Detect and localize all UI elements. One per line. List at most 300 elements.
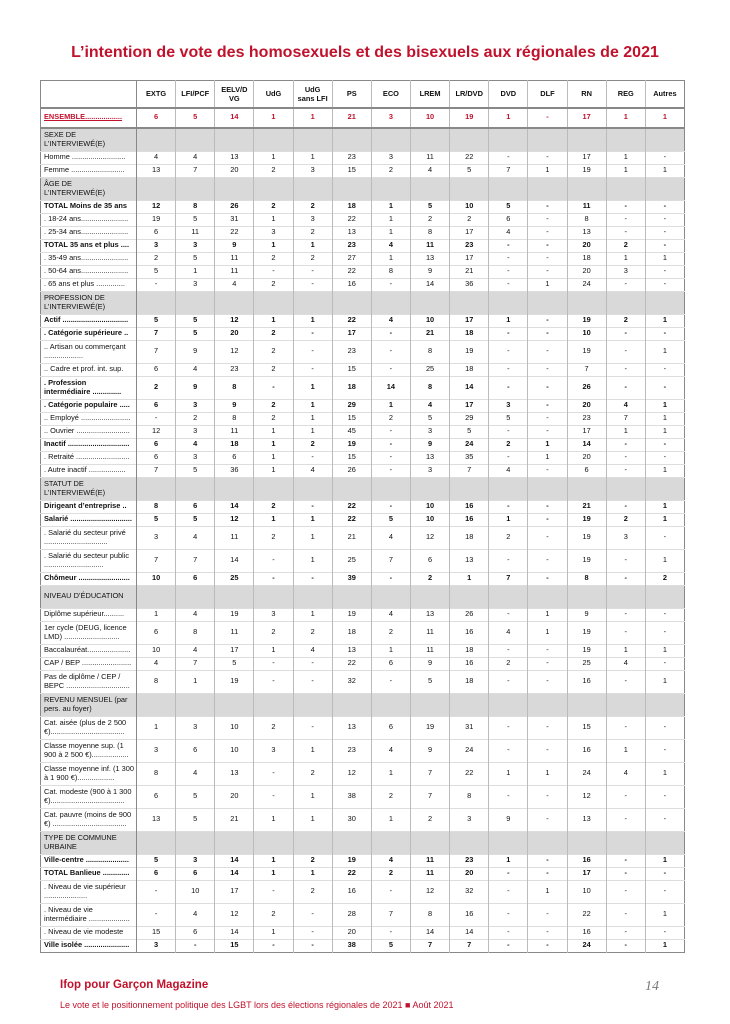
value-cell: 31 xyxy=(450,716,489,739)
value-cell xyxy=(645,477,684,500)
value-cell: 1 xyxy=(489,513,528,526)
value-cell: 19 xyxy=(567,513,606,526)
value-cell: 11 xyxy=(215,265,254,278)
value-cell: 14 xyxy=(215,926,254,939)
row-label: 1er cycle (DEUG, licence LMD) ........................... xyxy=(41,621,137,644)
value-cell: 20 xyxy=(215,785,254,808)
value-cell: 5 xyxy=(450,425,489,438)
value-cell: 19 xyxy=(332,854,371,867)
value-cell: 8 xyxy=(137,670,176,693)
value-cell xyxy=(489,831,528,854)
table-row xyxy=(41,808,685,831)
value-cell: 1 xyxy=(254,213,293,226)
value-cell: 19 xyxy=(567,644,606,657)
value-cell: - xyxy=(606,226,645,239)
value-cell: - xyxy=(489,278,528,291)
value-cell: 1 xyxy=(662,676,667,686)
value-cell: 1 xyxy=(450,572,489,585)
value-cell: 23 xyxy=(332,151,371,164)
value-cell: 1 xyxy=(489,854,528,867)
value-cell xyxy=(332,177,371,200)
value-cell: 2 xyxy=(293,252,332,265)
value-cell xyxy=(215,831,254,854)
vote-intention-table xyxy=(40,80,685,953)
value-cell: 1 xyxy=(662,514,667,524)
value-cell xyxy=(528,477,567,500)
column-header: Autres xyxy=(653,89,677,99)
value-cell: 25 xyxy=(567,657,606,670)
row-label: . Niveau de vie modeste xyxy=(41,926,137,939)
value-cell: - xyxy=(606,278,645,291)
value-cell: - xyxy=(528,854,567,867)
value-cell: - xyxy=(606,572,645,585)
value-cell: 12 xyxy=(332,762,371,785)
value-cell: 11 xyxy=(410,151,449,164)
value-cell xyxy=(215,477,254,500)
value-cell: 8 xyxy=(410,903,449,926)
value-cell: - xyxy=(528,739,567,762)
value-cell: 10 xyxy=(137,644,176,657)
value-cell: - xyxy=(606,438,645,451)
value-cell: 12 xyxy=(410,880,449,903)
value-cell: - xyxy=(528,867,567,880)
table-row xyxy=(41,412,685,425)
value-cell: 23 xyxy=(332,739,371,762)
value-cell xyxy=(645,291,684,314)
value-cell xyxy=(645,128,684,152)
value-cell: - xyxy=(606,451,645,464)
value-cell: 7 xyxy=(137,549,176,572)
value-cell xyxy=(332,477,371,500)
value-cell: 1 xyxy=(254,425,293,438)
value-cell: 13 xyxy=(567,808,606,831)
value-cell: 1 xyxy=(371,644,410,657)
value-cell: 12 xyxy=(137,425,176,438)
value-cell: - xyxy=(528,425,567,438)
value-cell: - xyxy=(606,500,645,513)
value-cell: 1 xyxy=(606,108,645,128)
value-cell: 23 xyxy=(450,854,489,867)
value-cell xyxy=(567,128,606,152)
value-cell: - xyxy=(254,572,293,585)
footer-subtitle: Le vote et le positionnement politique des LGBT lors des élections régionales de 2021 ■ Août 2021 xyxy=(60,1000,454,1010)
value-cell xyxy=(332,693,371,716)
value-cell: 10 xyxy=(410,314,449,327)
value-cell: - xyxy=(528,376,567,399)
value-cell: 1 xyxy=(137,716,176,739)
value-cell: 10 xyxy=(450,200,489,213)
page-title: L’intention de vote des homosexuels et des bisexuels aux régionales de 2021 xyxy=(71,44,659,61)
value-cell xyxy=(371,477,410,500)
value-cell: 5 xyxy=(410,670,449,693)
value-cell: - xyxy=(606,549,645,572)
row-label: . Niveau de vie intermédiaire .................... xyxy=(41,903,137,926)
value-cell: 5 xyxy=(371,939,410,952)
value-cell: 11 xyxy=(410,621,449,644)
table-row xyxy=(41,762,685,785)
row-label: .. Artisan ou commerçant ................... xyxy=(41,340,137,363)
table-row xyxy=(41,425,685,438)
value-cell: 19 xyxy=(567,526,606,549)
value-cell: 4 xyxy=(606,399,645,412)
value-cell: 1 xyxy=(293,513,332,526)
table-row xyxy=(41,327,685,340)
value-cell xyxy=(567,291,606,314)
value-cell: - xyxy=(663,279,667,289)
value-cell: - xyxy=(293,939,332,952)
value-cell: - xyxy=(489,716,528,739)
value-cell: 7 xyxy=(410,939,449,952)
value-cell: 15 xyxy=(332,451,371,464)
value-cell: 1 xyxy=(293,376,332,399)
value-cell: 2 xyxy=(254,164,293,177)
value-cell: 14 xyxy=(215,500,254,513)
value-cell: - xyxy=(606,785,645,808)
row-label: PROFESSION DE L’INTERVIEWÉ(E) xyxy=(41,291,137,314)
value-cell xyxy=(137,477,176,500)
value-cell: - xyxy=(489,500,528,513)
value-cell xyxy=(137,177,176,200)
row-label: Pas de diplôme / CEP / BEPC ............................... xyxy=(41,670,137,693)
value-cell: 4 xyxy=(371,608,410,621)
value-cell xyxy=(254,177,293,200)
value-cell: 1 xyxy=(528,451,567,464)
value-cell xyxy=(410,831,449,854)
table-row xyxy=(41,657,685,670)
value-cell: 9 xyxy=(215,239,254,252)
value-cell xyxy=(371,831,410,854)
value-cell: 1 xyxy=(662,855,667,865)
value-cell: 2 xyxy=(254,716,293,739)
value-cell: 5 xyxy=(137,513,176,526)
table-row xyxy=(41,572,685,585)
value-cell: - xyxy=(606,200,645,213)
value-cell: 17 xyxy=(567,867,606,880)
row-label: ÂGE DE L’INTERVIEWÉ(E) xyxy=(41,177,137,200)
value-cell: 20 xyxy=(567,399,606,412)
value-cell: - xyxy=(528,363,567,376)
value-cell: 14 xyxy=(567,438,606,451)
total-row xyxy=(41,108,685,128)
value-cell: 2 xyxy=(489,657,528,670)
row-label: .. Employé ........................ xyxy=(41,412,137,425)
value-cell: - xyxy=(528,399,567,412)
column-header: PS xyxy=(332,81,371,108)
value-cell xyxy=(645,831,684,854)
value-cell xyxy=(254,291,293,314)
value-cell: 16 xyxy=(567,670,606,693)
table-row xyxy=(41,549,685,572)
value-cell: 16 xyxy=(450,500,489,513)
value-cell: 5 xyxy=(176,513,215,526)
value-cell: 1 xyxy=(254,438,293,451)
value-cell: 24 xyxy=(567,939,606,952)
table-row xyxy=(41,500,685,513)
value-cell: 1 xyxy=(293,239,332,252)
value-cell: - xyxy=(489,670,528,693)
value-cell: - xyxy=(606,327,645,340)
value-cell: - xyxy=(528,500,567,513)
value-cell: 1 xyxy=(528,762,567,785)
value-cell: 22 xyxy=(332,513,371,526)
row-label: REVENU MENSUEL (par pers. au foyer) xyxy=(41,693,137,716)
table-row xyxy=(41,399,685,412)
value-cell: 22 xyxy=(450,151,489,164)
table-row xyxy=(41,363,685,376)
value-cell: 32 xyxy=(332,670,371,693)
value-cell xyxy=(567,585,606,608)
value-cell: 2 xyxy=(254,903,293,926)
value-cell: 20 xyxy=(215,164,254,177)
value-cell: 1 xyxy=(293,425,332,438)
value-cell xyxy=(450,585,489,608)
value-cell xyxy=(606,585,645,608)
row-label: Chômeur ......................... xyxy=(41,572,137,585)
value-cell xyxy=(371,177,410,200)
value-cell: - xyxy=(137,880,176,903)
value-cell: - xyxy=(489,608,528,621)
value-cell: - xyxy=(254,265,293,278)
value-cell: - xyxy=(489,327,528,340)
value-cell: 11 xyxy=(410,644,449,657)
value-cell: 23 xyxy=(332,239,371,252)
value-cell: 9 xyxy=(489,808,528,831)
value-cell: 38 xyxy=(332,939,371,952)
value-cell: - xyxy=(663,266,667,276)
value-cell: 2 xyxy=(254,252,293,265)
table-row xyxy=(41,621,685,644)
value-cell: - xyxy=(254,785,293,808)
value-cell: - xyxy=(663,452,667,462)
value-cell: - xyxy=(489,867,528,880)
value-cell: 4 xyxy=(176,363,215,376)
value-cell xyxy=(450,477,489,500)
value-cell: 18 xyxy=(450,644,489,657)
row-label: . 18-24 ans....................... xyxy=(41,213,137,226)
value-cell xyxy=(254,693,293,716)
value-cell: 1 xyxy=(528,438,567,451)
value-cell: 1 xyxy=(293,108,332,128)
row-label: ENSEMBLE.................. xyxy=(41,108,137,128)
value-cell: 2 xyxy=(293,438,332,451)
value-cell: 2 xyxy=(137,376,176,399)
value-cell xyxy=(137,831,176,854)
value-cell: 12 xyxy=(215,903,254,926)
value-cell: 1 xyxy=(528,608,567,621)
value-cell: - xyxy=(606,808,645,831)
value-cell: 3 xyxy=(137,526,176,549)
value-cell: 24 xyxy=(450,438,489,451)
value-cell: 1 xyxy=(293,739,332,762)
value-cell: 5 xyxy=(215,657,254,670)
value-cell: 3 xyxy=(410,425,449,438)
table-row xyxy=(41,608,685,621)
value-cell: 1 xyxy=(662,555,667,565)
value-cell: 2 xyxy=(254,363,293,376)
value-cell: - xyxy=(489,739,528,762)
value-cell: 5 xyxy=(176,108,215,128)
value-cell: 1 xyxy=(662,645,667,655)
row-label: Salarié .............................. xyxy=(41,513,137,526)
column-header: DVD xyxy=(489,81,528,108)
table-row xyxy=(41,670,685,693)
value-cell: 22 xyxy=(332,867,371,880)
value-cell: 2 xyxy=(254,399,293,412)
value-cell: 4 xyxy=(371,526,410,549)
value-cell: 2 xyxy=(293,200,332,213)
value-cell: - xyxy=(663,927,667,937)
value-cell: - xyxy=(528,513,567,526)
table-row xyxy=(41,151,685,164)
value-cell: 13 xyxy=(410,451,449,464)
value-cell: 8 xyxy=(215,376,254,399)
value-cell: - xyxy=(293,500,332,513)
section-row xyxy=(41,831,685,854)
value-cell: - xyxy=(606,939,645,952)
value-cell: - xyxy=(663,722,667,732)
value-cell: 4 xyxy=(293,644,332,657)
value-cell: 22 xyxy=(332,657,371,670)
value-cell: 6 xyxy=(176,500,215,513)
value-cell: 3 xyxy=(176,716,215,739)
value-cell: - xyxy=(371,500,410,513)
value-cell: 1 xyxy=(606,644,645,657)
value-cell: 21 xyxy=(567,500,606,513)
value-cell: 3 xyxy=(450,808,489,831)
value-cell: 9 xyxy=(410,657,449,670)
value-cell: - xyxy=(528,808,567,831)
value-cell: 6 xyxy=(371,657,410,670)
value-cell xyxy=(606,477,645,500)
value-cell: - xyxy=(606,621,645,644)
value-cell: 7 xyxy=(176,549,215,572)
value-cell: 1 xyxy=(662,909,667,919)
value-cell: 10 xyxy=(567,880,606,903)
value-cell: 13 xyxy=(410,252,449,265)
value-cell: 22 xyxy=(332,265,371,278)
value-cell: - xyxy=(663,227,667,237)
row-label: CAP / BEP ........................ xyxy=(41,657,137,670)
value-cell: - xyxy=(293,327,332,340)
value-cell: 4 xyxy=(489,464,528,477)
value-cell: 16 xyxy=(332,880,371,903)
value-cell: 10 xyxy=(567,327,606,340)
value-cell: - xyxy=(606,363,645,376)
value-cell: 16 xyxy=(567,926,606,939)
value-cell: 6 xyxy=(489,213,528,226)
value-cell: - xyxy=(489,340,528,363)
row-label: Classe moyenne inf. (1 300 à 1 900 €).................. xyxy=(41,762,137,785)
value-cell: 5 xyxy=(176,314,215,327)
value-cell: 12 xyxy=(215,513,254,526)
value-cell: 1 xyxy=(371,399,410,412)
value-cell: - xyxy=(606,867,645,880)
value-cell: 1 xyxy=(606,252,645,265)
value-cell: 1 xyxy=(293,314,332,327)
value-cell: 1 xyxy=(371,200,410,213)
value-cell xyxy=(293,585,332,608)
value-cell: 26 xyxy=(215,200,254,213)
value-cell: 4 xyxy=(371,239,410,252)
value-cell: 10 xyxy=(176,880,215,903)
footer-brand: Ifop pour Garçon Magazine xyxy=(60,979,209,991)
value-cell: 22 xyxy=(332,314,371,327)
value-cell: 1 xyxy=(254,867,293,880)
table-row xyxy=(41,939,685,952)
value-cell: - xyxy=(489,265,528,278)
value-cell xyxy=(606,291,645,314)
value-cell: 8 xyxy=(176,200,215,213)
value-cell xyxy=(176,177,215,200)
value-cell: - xyxy=(293,657,332,670)
value-cell: 1 xyxy=(254,451,293,464)
value-cell: 1 xyxy=(371,213,410,226)
value-cell: 11 xyxy=(410,854,449,867)
value-cell: 21 xyxy=(332,108,371,128)
value-cell xyxy=(410,128,449,152)
value-cell: 2 xyxy=(293,621,332,644)
value-cell: - xyxy=(254,549,293,572)
value-cell: 3 xyxy=(176,239,215,252)
value-cell: 1 xyxy=(606,425,645,438)
row-label: Inactif .............................. xyxy=(41,438,137,451)
value-cell: 3 xyxy=(293,213,332,226)
value-cell: 17 xyxy=(215,880,254,903)
value-cell: - xyxy=(663,364,667,374)
value-cell: - xyxy=(528,716,567,739)
value-cell: 38 xyxy=(332,785,371,808)
value-cell: 17 xyxy=(567,108,606,128)
value-cell: 18 xyxy=(450,327,489,340)
value-cell: 7 xyxy=(489,572,528,585)
value-cell: 19 xyxy=(215,608,254,621)
value-cell: - xyxy=(176,939,215,952)
value-cell: 8 xyxy=(176,621,215,644)
value-cell: 4 xyxy=(176,903,215,926)
value-cell: - xyxy=(293,670,332,693)
value-cell xyxy=(567,831,606,854)
value-cell: 26 xyxy=(332,464,371,477)
value-cell: 1 xyxy=(254,464,293,477)
value-cell: 29 xyxy=(332,399,371,412)
value-cell: - xyxy=(489,785,528,808)
value-cell: 3 xyxy=(410,464,449,477)
value-cell: 19 xyxy=(332,608,371,621)
value-cell: 3 xyxy=(371,151,410,164)
value-cell: 1 xyxy=(293,526,332,549)
value-cell: - xyxy=(371,363,410,376)
value-cell: 19 xyxy=(567,314,606,327)
value-cell: - xyxy=(528,265,567,278)
value-cell xyxy=(176,291,215,314)
value-cell: 1 xyxy=(662,346,667,356)
value-cell: 1 xyxy=(528,880,567,903)
value-cell: 1 xyxy=(176,670,215,693)
value-cell xyxy=(528,693,567,716)
row-label: TOTAL 35 ans et plus .... xyxy=(41,239,137,252)
value-cell: - xyxy=(371,572,410,585)
value-cell: 5 xyxy=(137,854,176,867)
value-cell: 15 xyxy=(567,716,606,739)
row-label: .. Ouvrier .......................... xyxy=(41,425,137,438)
value-cell: 1 xyxy=(371,226,410,239)
value-cell: - xyxy=(137,412,176,425)
page-number: 14 xyxy=(645,979,659,994)
value-cell: - xyxy=(528,151,567,164)
value-cell xyxy=(293,831,332,854)
value-cell: 1 xyxy=(662,400,667,410)
value-cell: 1 xyxy=(606,739,645,762)
